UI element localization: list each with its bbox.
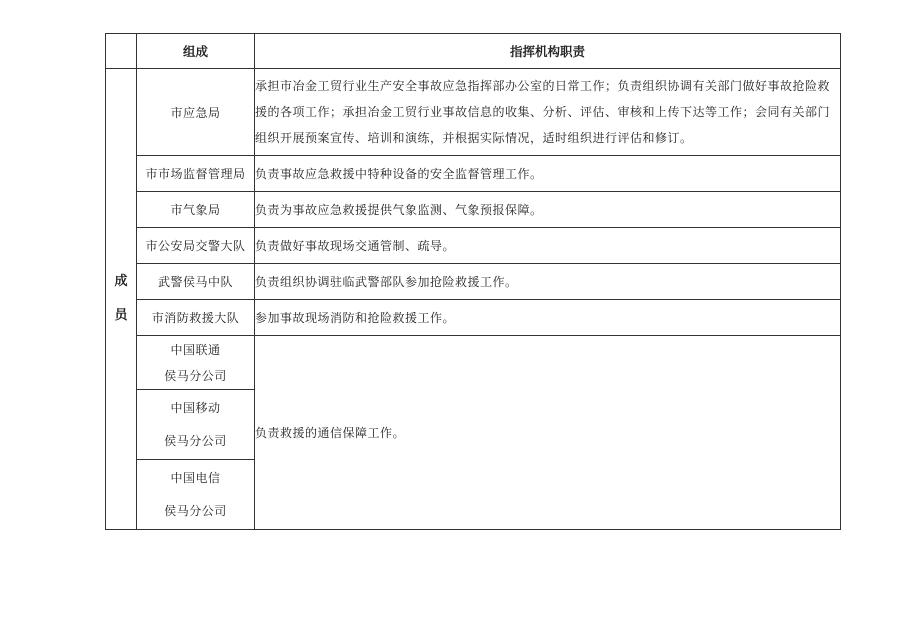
header-corner-cell [106, 34, 137, 69]
table-row [106, 192, 841, 228]
side-label-char: 员 [114, 308, 128, 323]
table-header-row [106, 34, 841, 69]
header-duty: 指挥机构职责 [255, 34, 841, 69]
side-label [106, 69, 137, 530]
org-line: 侯马分公司 [164, 503, 227, 518]
org-line: 侯马分公司 [164, 433, 227, 448]
org-cell: 市公安局交警大队 [137, 228, 255, 264]
org-cell: 市消防救援大队 [137, 300, 255, 336]
org-cell: 市气象局 [137, 192, 255, 228]
org-cell [137, 390, 255, 460]
duty-cell: 负责事故应急救援中特种设备的安全监督管理工作。 [255, 156, 841, 192]
duty-cell: 负责做好事故现场交通管制、疏导。 [255, 228, 841, 264]
header-org: 组成 [137, 34, 255, 69]
table-row [106, 264, 841, 300]
side-label-char: 成 [114, 274, 128, 289]
org-line: 侯马分公司 [164, 368, 227, 383]
table-row [106, 69, 841, 156]
org-line: 中国移动 [170, 400, 221, 415]
table-row [106, 228, 841, 264]
table-row [106, 156, 841, 192]
duty-cell: 负责组织协调驻临武警部队参加抢险救援工作。 [255, 264, 841, 300]
duty-cell: 负责为事故应急救援提供气象监测、气象预报保障。 [255, 192, 841, 228]
duty-cell [255, 69, 841, 156]
duty-cell: 参加事故现场消防和抢险救援工作。 [255, 300, 841, 336]
duty-cell: 负责救援的通信保障工作。 [255, 336, 841, 530]
org-cell [137, 460, 255, 530]
table-row [106, 300, 841, 336]
org-line: 中国电信 [170, 470, 221, 485]
duty-text: 承担市冶金工贸行业生产安全事故应急指挥部办公室的日常工作；负责组织协调有关部门做好事故抢险救援的各项工作；承担冶金工贸行业事故信息的收集、分析、评估、审核和上传下达等工作；会同有关部门组织开展预案宣传、培训和演练，并根据实际情况，适时组织进行评估和修订。 [255, 79, 831, 145]
org-line: 中国联通 [170, 342, 221, 357]
table-row [106, 336, 841, 390]
org-cell [137, 336, 255, 390]
responsibility-table [105, 33, 841, 530]
org-cell: 武警侯马中队 [137, 264, 255, 300]
org-cell: 市市场监督管理局 [137, 156, 255, 192]
org-cell: 市应急局 [137, 69, 255, 156]
